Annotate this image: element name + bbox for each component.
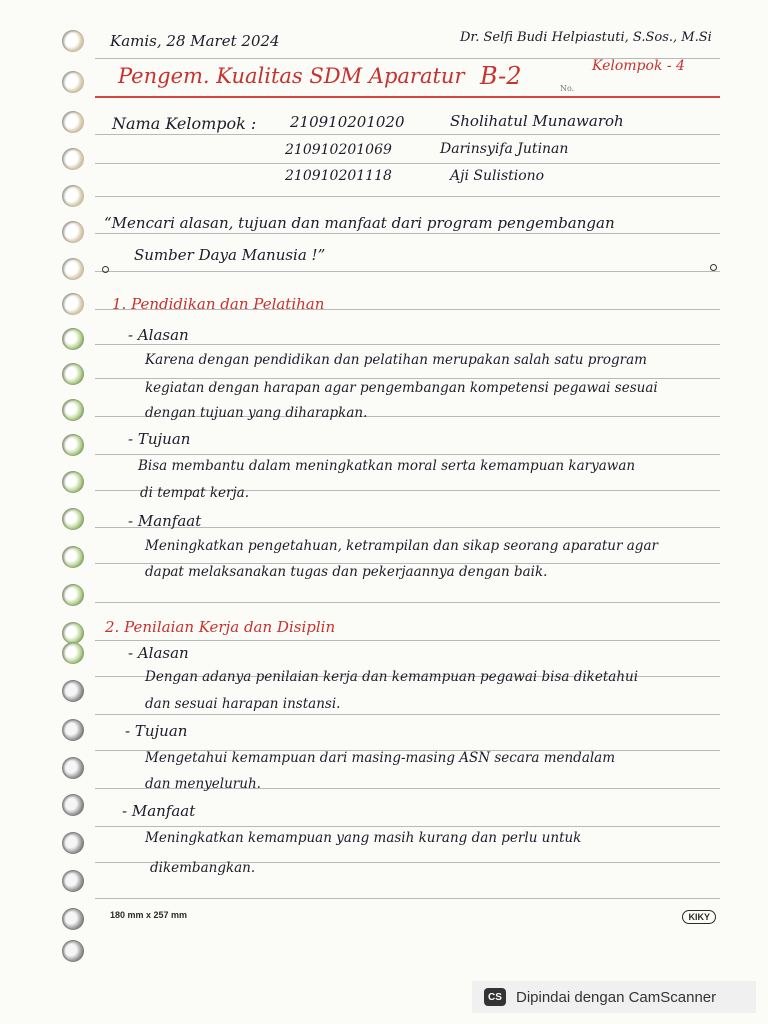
member-nim: 210910201020 xyxy=(290,113,405,131)
ruled-line xyxy=(95,271,720,272)
binding-hole xyxy=(62,622,84,644)
binding-hole xyxy=(62,508,84,530)
body-line: Karena dengan pendidikan dan pelatihan merupakan salah satu program xyxy=(145,352,647,368)
ruled-line xyxy=(95,378,720,379)
ruled-line xyxy=(95,163,720,164)
binding-hole xyxy=(62,71,84,93)
binding-hole xyxy=(62,399,84,421)
binding-hole xyxy=(62,794,84,816)
binding-hole xyxy=(62,471,84,493)
binding-hole xyxy=(62,757,84,779)
no-label: No. xyxy=(560,84,575,93)
binding-hole xyxy=(62,870,84,892)
members-label: Nama Kelompok : xyxy=(112,114,257,133)
binding-hole xyxy=(62,30,84,52)
ruled-line xyxy=(95,898,720,899)
margin-dot xyxy=(102,266,109,273)
subheading-alasan: - Alasan xyxy=(128,644,189,662)
body-line: di tempat kerja. xyxy=(140,485,250,501)
prompt-line: Sumber Daya Manusia !” xyxy=(134,246,326,264)
camscanner-watermark xyxy=(472,981,756,1013)
ruled-line xyxy=(95,233,720,234)
body-line: Meningkatkan kemampuan yang masih kurang dan perlu untuk xyxy=(145,830,582,846)
binding-hole xyxy=(62,148,84,170)
binding-hole xyxy=(62,328,84,350)
prompt-line: “Mencari alasan, tujuan dan manfaat dari program pengembangan xyxy=(104,214,615,232)
binding-hole xyxy=(62,221,84,243)
ruled-line-red xyxy=(95,96,720,98)
member-nim: 210910201069 xyxy=(285,142,392,158)
ruled-line xyxy=(95,602,720,603)
ruled-line xyxy=(95,640,720,641)
binding-hole xyxy=(62,185,84,207)
camscanner-icon: CS xyxy=(484,988,506,1006)
section-title: 2. Penilaian Kerja dan Disiplin xyxy=(105,618,336,636)
binding-hole xyxy=(62,584,84,606)
body-line: dapat melaksanakan tugas dan pekerjaannya dengan baik. xyxy=(145,564,548,580)
binding-hole xyxy=(62,680,84,702)
binding-hole xyxy=(62,908,84,930)
binding-hole xyxy=(62,719,84,741)
binding-hole xyxy=(62,546,84,568)
spiral-binding xyxy=(58,22,94,962)
body-line: Bisa membantu dalam meningkatkan moral serta kemampuan karyawan xyxy=(138,458,636,474)
lecturer-name: Dr. Selfi Budi Helpiastuti, S.Sos., M.Si xyxy=(460,30,712,45)
subheading-alasan: - Alasan xyxy=(128,326,189,344)
binding-hole xyxy=(62,111,84,133)
body-line: kegiatan dengan harapan agar pengembangan kompetensi pegawai sesuai xyxy=(145,380,658,396)
margin-dot xyxy=(710,264,717,271)
body-line: Mengetahui kemampuan dari masing-masing ASN secara mendalam xyxy=(145,750,616,766)
binding-hole xyxy=(62,940,84,962)
course-title: Pengem. Kualitas SDM Aparatur xyxy=(118,64,465,88)
paper-size-label: 180 mm x 257 mm xyxy=(110,910,188,920)
binding-hole xyxy=(62,258,84,280)
ruled-line xyxy=(95,344,720,345)
binding-hole xyxy=(62,293,84,315)
body-line: dan menyeluruh. xyxy=(145,776,261,792)
ruled-line xyxy=(95,826,720,827)
section-title: 1. Pendidikan dan Pelatihan xyxy=(112,295,325,313)
ruled-line xyxy=(95,196,720,197)
subheading-tujuan: - Tujuan xyxy=(125,722,188,740)
date-text: Kamis, 28 Maret 2024 xyxy=(110,32,280,50)
binding-hole xyxy=(62,642,84,664)
ruled-line xyxy=(95,134,720,135)
body-line: Meningkatkan pengetahuan, ketrampilan dan sikap seorang aparatur agar xyxy=(145,538,658,554)
body-line: dan sesuai harapan instansi. xyxy=(145,696,341,712)
binding-hole xyxy=(62,832,84,854)
class-code: B-2 xyxy=(480,62,522,90)
body-line: dengan tujuan yang diharapkan. xyxy=(145,405,368,421)
subheading-tujuan: - Tujuan xyxy=(128,430,191,448)
subheading-manfaat: - Manfaat xyxy=(128,512,202,530)
body-line: dikembangkan. xyxy=(150,860,256,876)
binding-hole xyxy=(62,363,84,385)
subheading-manfaat: - Manfaat xyxy=(122,802,196,820)
member-name: Darinsyifa Jutinan xyxy=(440,141,569,157)
member-nim: 210910201118 xyxy=(285,168,392,184)
ruled-line xyxy=(95,714,720,715)
brand-logo: KIKY xyxy=(682,910,716,924)
binding-hole xyxy=(62,434,84,456)
member-name: Aji Sulistiono xyxy=(450,168,545,184)
member-name: Sholihatul Munawaroh xyxy=(450,112,624,130)
group-number: Kelompok - 4 xyxy=(592,58,685,74)
body-line: Dengan adanya penilaian kerja dan kemampuan pegawai bisa diketahui xyxy=(145,669,639,685)
camscanner-text: Dipindai dengan CamScanner xyxy=(516,988,717,1006)
ruled-line xyxy=(95,454,720,455)
